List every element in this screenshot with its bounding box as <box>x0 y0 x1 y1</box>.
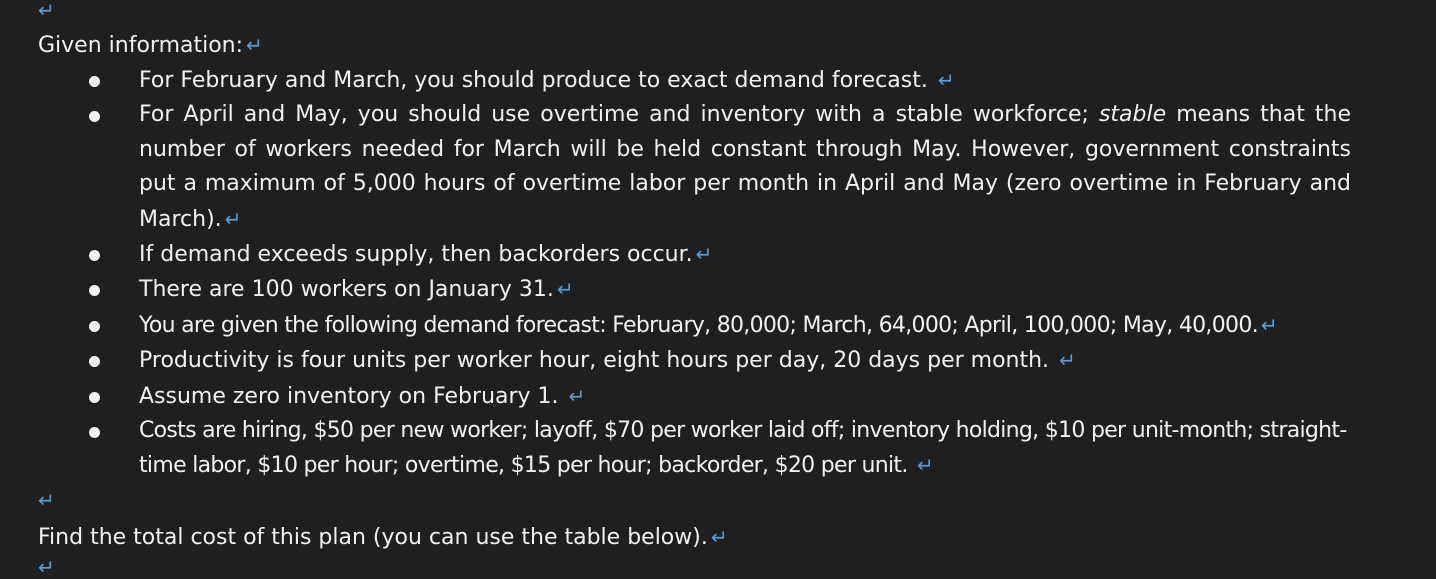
question-text: Find the total cost of this plan (you can use the table below). <box>38 525 708 550</box>
list-item-text: For February and March, you should produce to exact demand forecast. <box>139 68 935 93</box>
paragraph-mark-icon: ↵ <box>38 0 55 22</box>
emphasis-text: stable <box>1098 102 1167 128</box>
paragraph-mark-icon: ↵ <box>1260 312 1277 337</box>
list-item-text: Costs are hiring, $50 per new worker; layoff, $70 per worker laid off; inventory holding, $10 per unit-month; straight-time labor, $10 per hour; overtime, $15 per hour; backorder, $20 per unit. <box>139 418 1347 479</box>
bullet-icon <box>89 392 100 403</box>
bullet-icon <box>89 250 100 261</box>
list-item-text: For April and May, you should use overtime and inventory with a stable workforce; <box>139 102 1099 128</box>
list-item-text: You are given the following demand forecast: February, 80,000; March, 64,000; April, 100,000; May, 40,000. <box>139 312 1258 338</box>
bullet-icon <box>89 427 100 438</box>
list-item-text: Productivity is four units per worker hour, eight hours per day, 20 days per month. <box>139 348 1057 374</box>
list-item <box>0 343 1351 378</box>
paragraph-mark-icon: ↵ <box>556 277 574 302</box>
paragraph-mark-icon: ↵ <box>710 525 728 549</box>
list-item <box>0 237 1351 272</box>
list-item-text: If demand exceeds supply, then backorders occur. <box>139 242 693 268</box>
bullet-icon <box>89 111 100 122</box>
paragraph-mark-icon: ↵ <box>246 33 263 57</box>
heading-text: Given information: <box>38 33 244 58</box>
list-item <box>0 308 1351 343</box>
paragraph-mark-icon: ↵ <box>38 555 55 579</box>
list-item <box>0 63 1351 98</box>
bullet-icon <box>89 285 100 296</box>
paragraph-mark-icon: ↵ <box>568 383 586 408</box>
paragraph-mark-icon: ↵ <box>695 242 713 267</box>
bullet-icon <box>89 356 100 367</box>
list-item-text: There are 100 workers on January 31. <box>139 277 554 303</box>
heading-paragraph <box>38 30 263 61</box>
list-item <box>0 98 1351 237</box>
paragraph-mark-icon: ↵ <box>38 488 55 512</box>
list-item-text: means that the number of workers needed for March will be held constant through May. However, government constraints put a maximum of 5,000 hours of overtime labor per month in April and May (zero overtime in February and March). <box>139 102 1351 232</box>
paragraph-mark-icon: ↵ <box>937 68 955 92</box>
question-paragraph <box>38 522 728 553</box>
requirements-list <box>0 63 1436 484</box>
paragraph-mark-icon: ↵ <box>916 453 933 478</box>
paragraph-mark-icon: ↵ <box>1059 348 1076 373</box>
list-item <box>0 272 1351 307</box>
bullet-icon <box>89 321 100 332</box>
bullet-icon <box>89 76 100 87</box>
list-item <box>0 379 1351 414</box>
list-item-text: Assume zero inventory on February 1. <box>139 383 566 409</box>
list-item <box>0 414 1351 484</box>
paragraph-mark-icon: ↵ <box>224 206 242 231</box>
